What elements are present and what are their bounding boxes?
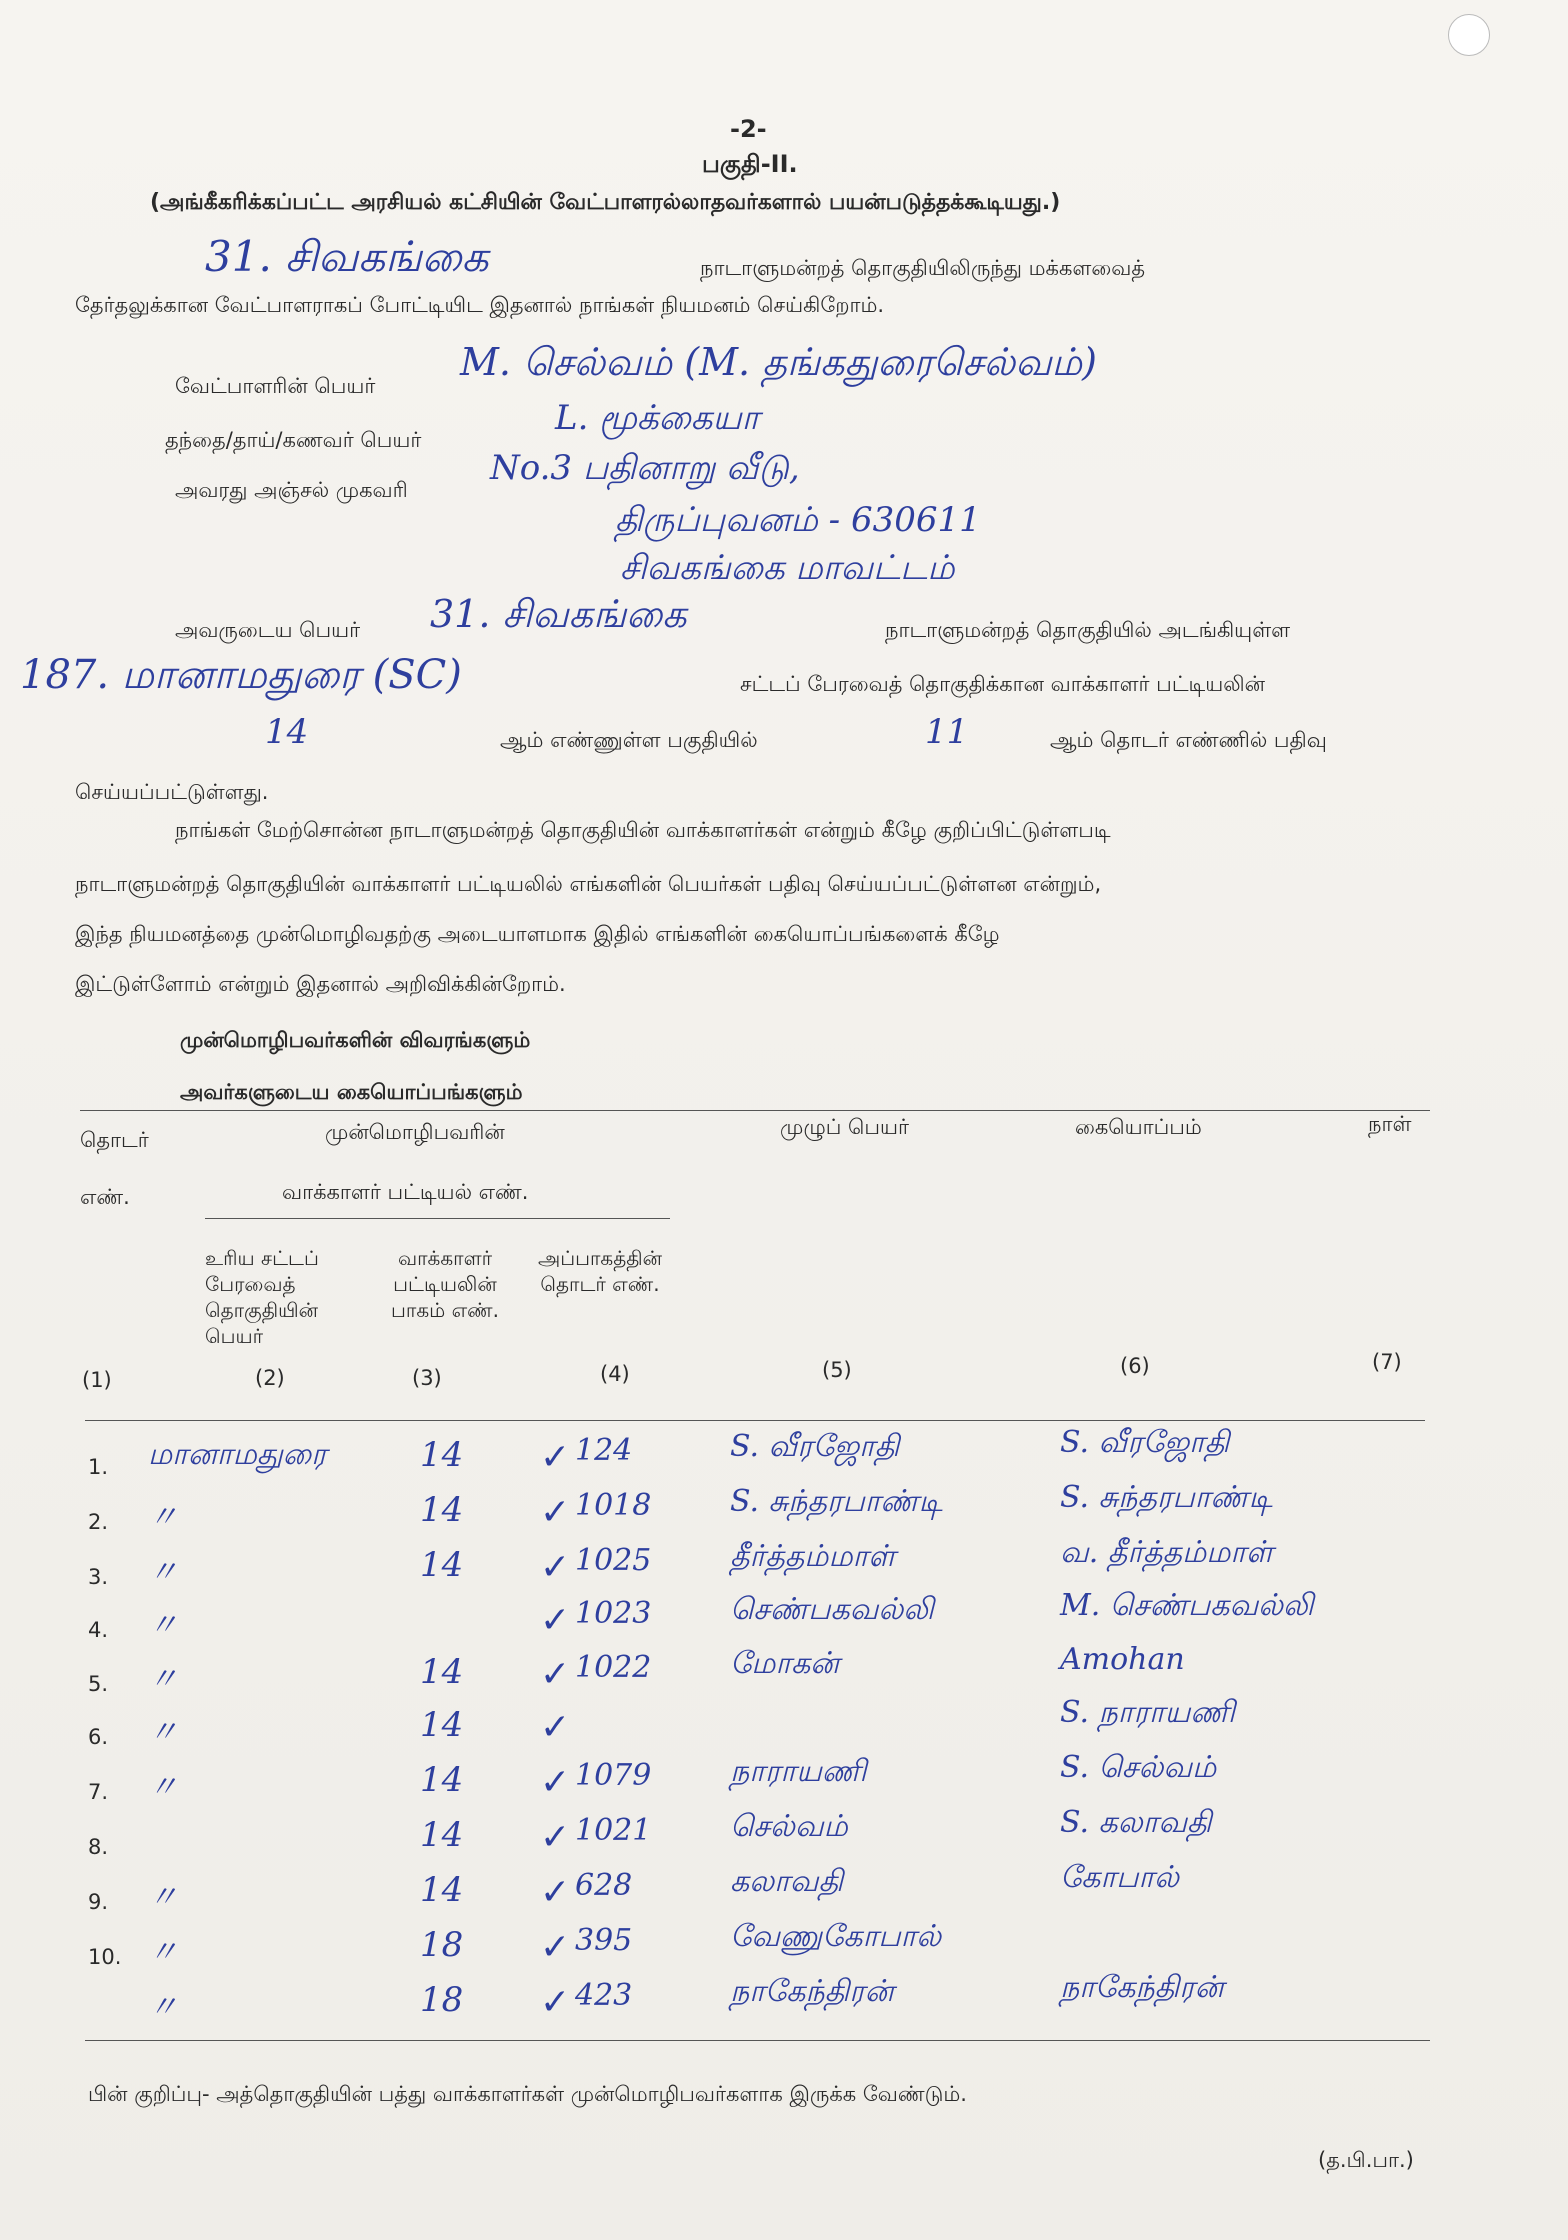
row-assembly: மானாமதுரை xyxy=(148,1437,327,1472)
sub-part: வாக்காளர் பட்டியலின் பாகம் எண். xyxy=(391,1246,499,1322)
tick-mark-icon: ✓ xyxy=(540,1547,571,1588)
row-full-name: S. சுந்தரபாண்டி xyxy=(730,1484,943,1519)
row-signature: S. கலாவதி xyxy=(1060,1805,1212,1840)
row-number: 4. xyxy=(88,1618,109,1642)
row-serial-number: 423 xyxy=(575,1978,633,2013)
row-number: 2. xyxy=(88,1510,109,1534)
row-full-name: கலாவதி xyxy=(730,1864,844,1899)
name-label: அவருடைய பெயர் xyxy=(175,618,361,642)
row-number: 7. xyxy=(88,1780,109,1804)
row-serial-number: 1022 xyxy=(575,1650,652,1685)
row-serial-number: 1023 xyxy=(575,1596,652,1631)
tick-mark-icon: ✓ xyxy=(540,1872,571,1913)
row-serial-number: 1079 xyxy=(575,1758,652,1793)
row-part-number: 14 xyxy=(420,1435,464,1475)
page-number: -2- xyxy=(730,115,767,143)
row-serial-number: 395 xyxy=(575,1923,633,1958)
colnum-5: (5) xyxy=(822,1358,852,1382)
row-signature: M. செண்பகவல்லி xyxy=(1060,1588,1314,1623)
candidate-handwritten: M. செல்வம் (M. தங்கதுரைசெல்வம்) xyxy=(460,340,1097,384)
row-signature: Amohan xyxy=(1060,1642,1185,1677)
intro-line2: தேர்தலுக்கான வேட்பாளராகப் போட்டியிட இதனால் நாங்கள் நியமனம் செய்கிறோம். xyxy=(75,293,885,317)
row-full-name: தீர்த்தம்மாள் xyxy=(730,1539,896,1574)
constituency-handwritten: 31. சிவகங்கை xyxy=(205,232,489,281)
row-part-number: 14 xyxy=(420,1760,464,1800)
row-number: 8. xyxy=(88,1835,109,1859)
assembly-handwritten: 187. மானாமதுரை (SC) xyxy=(20,652,462,698)
address-handwritten-2: திருப்புவனம் - 630611 xyxy=(615,500,981,540)
tick-mark-icon: ✓ xyxy=(540,1654,571,1695)
row-number: 3. xyxy=(88,1565,109,1589)
row-assembly: 〃 xyxy=(148,1990,178,2025)
part-suffix: ஆம் எண்ணுள்ள பகுதியில் xyxy=(500,728,758,752)
row-signature: S. சுந்தரபாண்டி xyxy=(1060,1480,1273,1515)
row-part-number: 14 xyxy=(420,1490,464,1530)
tick-mark-icon: ✓ xyxy=(540,1707,571,1748)
part-handwritten: 14 xyxy=(265,712,309,752)
intro-line1: நாடாளுமன்றத் தொகுதியிலிருந்து மக்களவைத் xyxy=(700,256,1145,280)
table-bottom-rule xyxy=(85,2040,1430,2041)
row-signature: S. நாராயணி xyxy=(1060,1695,1235,1730)
row-serial-number: 1021 xyxy=(575,1813,652,1848)
row-signature: S. வீரஜோதி xyxy=(1060,1425,1230,1460)
registered-text: செய்யப்பட்டுள்ளது. xyxy=(75,780,269,804)
roll-underline xyxy=(205,1218,670,1219)
colnum-7: (7) xyxy=(1372,1350,1402,1374)
row-part-number: 14 xyxy=(420,1545,464,1585)
sub-assembly: உரிய சட்டப் பேரவைத் தொகுதியின் பெயர் xyxy=(205,1246,319,1348)
table-top-rule xyxy=(80,1110,1430,1111)
colnum-3: (3) xyxy=(412,1366,442,1390)
col-signature: கையொப்பம் xyxy=(1075,1115,1202,1139)
row-signature: நாகேந்திரன் xyxy=(1060,1970,1224,2005)
table-header-rule xyxy=(85,1420,1425,1421)
sub-serial: அப்பாகத்தின் தொடர் எண். xyxy=(537,1246,663,1296)
row-part-number: 14 xyxy=(420,1815,464,1855)
proposer-heading-2: அவர்களுடைய கையொப்பங்களும் xyxy=(180,1080,523,1104)
colnum-2: (2) xyxy=(255,1366,285,1390)
name-line-suffix: நாடாளுமன்றத் தொகுதியில் அடங்கியுள்ள xyxy=(885,618,1291,642)
row-full-name: வேணுகோபால் xyxy=(730,1919,942,1954)
row-full-name: S. வீரஜோதி xyxy=(730,1429,900,1464)
name-constituency-handwritten: 31. சிவகங்கை xyxy=(430,592,687,636)
row-signature: கோபால் xyxy=(1060,1860,1180,1895)
tick-mark-icon: ✓ xyxy=(540,1927,571,1968)
row-part-number: 14 xyxy=(420,1705,464,1745)
col-proposer: முன்மொழிபவரின் xyxy=(325,1120,505,1144)
continued-mark: (த.பி.பா.) xyxy=(1318,2148,1414,2172)
row-part-number: 18 xyxy=(420,1925,464,1965)
tick-mark-icon: ✓ xyxy=(540,1762,571,1803)
declaration-2: நாடாளுமன்றத் தொகுதியின் வாக்காளர் பட்டியலில் எங்களின் பெயர்கள் பதிவு செய்யப்பட்டுள்ளன என்றும், xyxy=(75,872,1102,896)
col-roll: வாக்காளர் பட்டியல் எண். xyxy=(282,1180,529,1204)
row-assembly: 〃 xyxy=(148,1555,178,1590)
address-label: அவரது அஞ்சல் முகவரி xyxy=(175,478,408,502)
row-full-name: செல்வம் xyxy=(730,1809,848,1844)
row-signature: வ. தீர்த்தம்மாள் xyxy=(1060,1535,1274,1570)
colnum-4: (4) xyxy=(600,1362,630,1386)
declaration-4: இட்டுள்ளோம் என்றும் இதனால் அறிவிக்கின்றோம். xyxy=(75,972,566,996)
tick-mark-icon: ✓ xyxy=(540,1492,571,1533)
row-serial-number: 628 xyxy=(575,1868,633,1903)
father-label: தந்தை/தாய்/கணவர் பெயர் xyxy=(165,428,422,452)
address-handwritten-3: சிவகங்கை மாவட்டம் xyxy=(620,548,955,588)
row-assembly: 〃 xyxy=(148,1662,178,1697)
row-part-number: 14 xyxy=(420,1870,464,1910)
address-handwritten-1: No.3 பதினாறு வீடு, xyxy=(490,448,800,488)
row-full-name: நாகேந்திரன் xyxy=(730,1974,894,2009)
declaration-1: நாங்கள் மேற்சொன்ன நாடாளுமன்றத் தொகுதியின் வாக்காளர்கள் என்றும் கீழே குறிப்பிட்டுள்ளபடி xyxy=(175,818,1111,842)
part-subtitle: (அங்கீகரிக்கப்பட்ட அரசியல் கட்சியின் வேட்பாளரல்லாதவர்களால் பயன்படுத்தக்கூடியது.) xyxy=(150,190,1061,215)
tick-mark-icon: ✓ xyxy=(540,1982,571,2023)
row-part-number: 14 xyxy=(420,1652,464,1692)
proposer-heading-1: முன்மொழிபவர்களின் விவரங்களும் xyxy=(180,1028,531,1052)
row-full-name: செண்பகவல்லி xyxy=(730,1592,934,1627)
row-assembly: 〃 xyxy=(148,1500,178,1535)
row-number: 6. xyxy=(88,1725,109,1749)
row-assembly: 〃 xyxy=(148,1880,178,1915)
candidate-label: வேட்பாளரின் பெயர் xyxy=(175,374,376,398)
punch-hole xyxy=(1448,14,1490,56)
serial-suffix: ஆம் தொடர் எண்ணில் பதிவு xyxy=(1050,728,1327,752)
footnote: பின் குறிப்பு- அத்தொகுதியின் பத்து வாக்காளர்கள் முன்மொழிபவர்களாக இருக்க வேண்டும். xyxy=(88,2082,967,2106)
tick-mark-icon: ✓ xyxy=(540,1600,571,1641)
colnum-1: (1) xyxy=(82,1368,112,1392)
row-assembly: 〃 xyxy=(148,1715,178,1750)
row-number: 5. xyxy=(88,1672,109,1696)
part-title: பகுதி-II. xyxy=(702,150,798,178)
row-assembly: 〃 xyxy=(148,1935,178,1970)
tick-mark-icon: ✓ xyxy=(540,1817,571,1858)
row-signature: S. செல்வம் xyxy=(1060,1750,1217,1785)
col-serial-2: எண். xyxy=(80,1185,130,1209)
row-assembly: 〃 xyxy=(148,1770,178,1805)
row-number: 10. xyxy=(88,1945,122,1969)
declaration-3: இந்த நியமனத்தை முன்மொழிவதற்கு அடையாளமாக இதில் எங்களின் கையொப்பங்களைக் கீழே xyxy=(75,922,1000,946)
row-full-name: நாராயணி xyxy=(730,1754,867,1789)
father-handwritten: L. மூக்கையா xyxy=(555,398,760,438)
row-serial-number: 1018 xyxy=(575,1488,652,1523)
row-full-name: மோகன் xyxy=(730,1646,840,1681)
row-serial-number: 1025 xyxy=(575,1543,652,1578)
row-assembly: 〃 xyxy=(148,1608,178,1643)
row-part-number: 18 xyxy=(420,1980,464,2020)
row-number: 9. xyxy=(88,1890,109,1914)
colnum-6: (6) xyxy=(1120,1354,1150,1378)
row-number: 1. xyxy=(88,1455,109,1479)
tick-mark-icon: ✓ xyxy=(540,1437,571,1478)
assembly-suffix: சட்டப் பேரவைத் தொகுதிக்கான வாக்காளர் பட்டியலின் xyxy=(740,672,1265,696)
col-serial-1: தொடர் xyxy=(80,1128,149,1152)
col-date: நாள் xyxy=(1368,1112,1412,1136)
col-fullname: முழுப் பெயர் xyxy=(780,1115,910,1139)
serial-handwritten: 11 xyxy=(925,712,969,752)
row-serial-number: 124 xyxy=(575,1433,633,1468)
